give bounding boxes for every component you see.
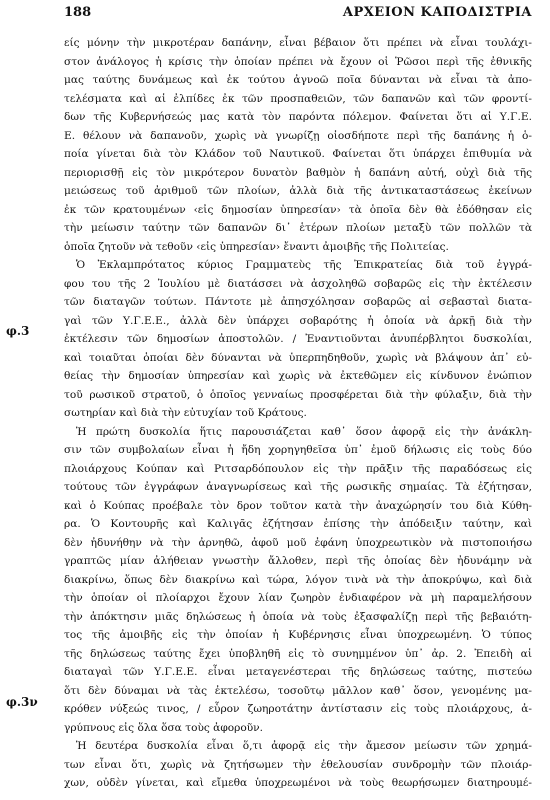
text-line: των εἶναι ὅτι, χωρὶς νὰ ζητήσωμεν τὴν ἐθελουσίαν συνδρομὴν τῶν πλοιάρ- xyxy=(64,758,532,771)
text-line: ὁποῖα ζητοῦν νὰ τεθοῦν ‹εἰς ὑπηρεσίαν› ἔναντι ἀμοιβῆς τῆς Πολιτείας. xyxy=(64,240,449,253)
text-line: γαὶ τῶν Υ.Γ.Ε.Ε., ἀλλὰ δὲν ὑπάρχει σοβαρότης ἡ ὁποία νὰ ἀρκῇ διὰ τὴν xyxy=(64,314,532,327)
text-line: ἐκτέλεσιν τῶν δημοσίων ἀποστολῶν. / Ἐναντιοῦνται ἀνυπέρβλητοι δυσκολίαι, xyxy=(64,333,532,345)
text-line: θείας τὴν δημοσίαν ὑπηρεσίαν καὶ χωρὶς νὰ ἐκτεθῶμεν εἰς κίνδυνον ἐνώπιον xyxy=(64,370,532,382)
text-line: τὴν ὁποίαν οἱ πλοίαρχοι ἔχουν λίαν ζωηρὸν ἐνδιαφέρον νὰ μὴ παραμελήσουν xyxy=(64,592,532,604)
text-line: Ἡ πρώτη δυσκολία ἥτις παρουσιάζεται καθ᾽ ὅσον ἀφορᾷ εἰς τὴν ἀνάκλη- xyxy=(76,425,532,438)
text-line: τῆς δηλώσεως ταύτης ἔχει ὑποβληθῆ εἰς τὸ συνημμένον ὑπ᾽ ἀρ. 2. Ἐπειδὴ αἱ xyxy=(64,647,532,660)
text-line: ποία γίνεται διὰ τὸν Κλάδον τοῦ Ναυτικοῦ. Φαίνεται ὅτι ὑπάρχει ἐπιθυμία νὰ xyxy=(64,148,532,160)
text-line: τὴν ἀπόκτησιν μιᾶς δηλώσεως ἡ ὁποία νὰ τοὺς ἐξασφαλίζῃ περὶ τῆς βεβαιότη- xyxy=(64,610,532,623)
text-line: γρύπνους εἰς ὅλα ὅσα τοὺς ἀφοροῦν. xyxy=(64,721,263,734)
text-line: σιν τῶν συμβολαίων εἶναι ἡ ἤδη χορηγηθεῖσα ὑπ᾽ ἐμοῦ δήλωσις εἰς τοὺς δύο xyxy=(64,444,532,456)
text-line: τος τῆς ἀμοιβῆς εἰς τὴν ὁποίαν ἡ Κυβέρνησις εἶναι ὑποχρεωμένη. Ὁ τύπος xyxy=(64,629,532,641)
page-number: 188 xyxy=(64,5,92,20)
text-line: καὶ τοιαῦται ὁποίαι δὲν δύνανται νὰ ὑπερπηδηθοῦν, χωρὶς νὰ βλάψουν ἀπ᾽ εὐ- xyxy=(64,351,532,364)
text-line: ἐκ τῶν κρατουμένων ‹εἰς δημοσίαν ὑπηρεσίαν› τὰ ὁποῖα δὲν θὰ ἐδόθησαν εἰς xyxy=(64,203,532,216)
text-line: Ὁ Ἐκλαμπρότατος κύριος Γραμματεὺς τῆς Ἐπικρατείας διὰ τοῦ ἐγγρά- xyxy=(76,259,532,271)
text-line: φου του τῆς 2 Ἰουλίου μὲ διατάσσει νὰ ἀσχοληθῶ σοβαρῶς εἰς τὴν ἐκτέλεσιν xyxy=(64,277,532,290)
margin-note-folio: φ.3 xyxy=(6,324,30,338)
text-line: πλοιάρχους Κούπαν καὶ Ριτσαρδόπουλον εἰς τὴν πρᾶξιν τῆς παραδόσεως εἰς xyxy=(64,462,532,475)
text-line: στον ἀνάλογος ἡ κρίσις τὴν ὁποίαν πρέπει νὰ ἔχουν οἱ Ῥῶσοι περὶ τῆς ἐθνικῆς xyxy=(64,55,532,68)
text-line: περιορισθῇ εἰς τὸν μικρότερον δυνατὸν βαθμὸν ἡ δαπάνη αὐτή, οὐχὶ διὰ τῆς xyxy=(64,166,532,179)
page-header xyxy=(64,5,532,27)
text-line: τελέσματα καὶ αἱ ἐλπίδες ἐκ τῶν προσπαθειῶν, τῶν δαπανῶν καὶ τῶν φροντί- xyxy=(64,92,532,105)
text-line: σωτηρίαν καὶ διὰ τὴν εὐτυχίαν τοῦ Κράτους. xyxy=(64,407,307,419)
text-line: διακρίνω, ὅπως δὲν διακρίνω καὶ τώρα, λόγον τινὰ νὰ τὴν ἀποκρύψω, καὶ διὰ xyxy=(64,573,532,586)
text-line: ρα. Ὁ Κοντουρῆς καὶ Καλιγᾶς ἐζήτησαν ἐπίσης τὴν ἀπόδειξιν ταύτην, καὶ xyxy=(64,518,532,530)
text-line: Ἡ δευτέρα δυσκολία εἶναι ὅ,τι ἀφορᾷ εἰς τὴν ἄμεσον μείωσιν τῶν χρημά- xyxy=(76,740,532,752)
text-line: Ε. θέλουν νὰ δαπανοῦν, χωρὶς νὰ γνωρίζῃ οἱοσδήποτε περὶ τῆς δαπάνης ἡ ὁ- xyxy=(64,129,532,142)
text-line: είς μόνην τὴν μικροτέραν δαπάνην, εἶναι βέβαιον ὅτι πρέπει νὰ εἶναι τουλάχι- xyxy=(64,37,532,49)
text-line: διαταγαὶ τῶν Υ.Γ.Ε.Ε. εἶναι μεταγενέστεραι τῆς δηλώσεως ταύτης, πιστεύω xyxy=(64,666,532,678)
margin-note-folio-verso: φ.3ν xyxy=(6,695,38,709)
text-line: τοῦ ρωσικοῦ στρατοῦ, ὁ ὁποῖος γενναίως προσφέρεται διὰ τὴν φύλαξιν, διὰ τὴν xyxy=(64,388,532,401)
running-title: ΑΡΧΕΙΟΝ ΚΑΠΟΔΙΣΤΡΙΑ xyxy=(342,5,532,20)
text-line: καὶ ὁ Κούπας προέβαλε τὸν δρον τοῦτον κατὰ τὴν ἀναχώρησίν του διὰ Κύθη- xyxy=(64,499,532,512)
text-line: χων, οὐδὲν γίνεται, καὶ εἴμεθα ὑποχρεωμένοι νὰ τοὺς θεωρήσωμεν διατηρουμέ- xyxy=(64,777,532,789)
text-line: τὴν μείωσιν ταύτην τῶν δαπανῶν δι᾽ ἑτέρων πλοίων μεταξὺ τῶν πολλῶν τὰ xyxy=(64,222,532,234)
text-line: γραπτῶς μίαν ἀλήθειαν γνωστὴν ἄλλοθεν, περὶ τῆς ὁποίας δὲν ἠδυνάμην νὰ xyxy=(64,555,532,567)
text-line: τῶν διαταγῶν τούτων. Πάντοτε μὲ ἀπησχόλησαν σοβαρῶς αἱ σεβασταὶ διατα- xyxy=(64,296,532,308)
text-line: ὅτι δὲν δύναμαι νὰ τὰς ἐκτελέσω, τοσοῦτῳ μᾶλλον καθ᾽ ὅσον, γενομένης μα- xyxy=(64,684,532,697)
text-line: μας ταύτης δυνάμεως καὶ ἐκ τούτου ἀγνοῶ ποῖα δύνανται νὰ εἶναι τὰ ἀπο- xyxy=(64,74,532,86)
text-body xyxy=(64,34,532,793)
text-line: δὲν ἠδυνήθην νὰ τὴν ἀρνηθῶ, ἀφοῦ μοῦ ἐφάνη ὑποχρεωτικὸν νὰ πιστοποιήσω xyxy=(64,536,532,549)
text-line: τούτους τῶν ἐγγράφων ἀναγνωρίσεως καὶ τῆς ρωσικῆς σημαίας. Τὰ ἐζήτησαν, xyxy=(64,481,532,493)
text-line: κρόθεν νύξεώς τινος, / εὗρον ζωηροτάτην ἀντίστασιν εἰς τοὺς πλοιάρχους, ἀ- xyxy=(64,703,532,715)
text-line: δων τῆς Κυβερνήσεώς μας κατὰ τὸν παρόντα πόλεμον. Φαίνεται ὅτι αἱ Υ.Γ.Ε. xyxy=(64,111,532,123)
text-line: μειώσεως τοῦ ἀριθμοῦ τῶν πλοίων, ἀλλὰ διὰ τῆς ἀντικαταστάσεως ἐκείνων xyxy=(64,185,532,197)
